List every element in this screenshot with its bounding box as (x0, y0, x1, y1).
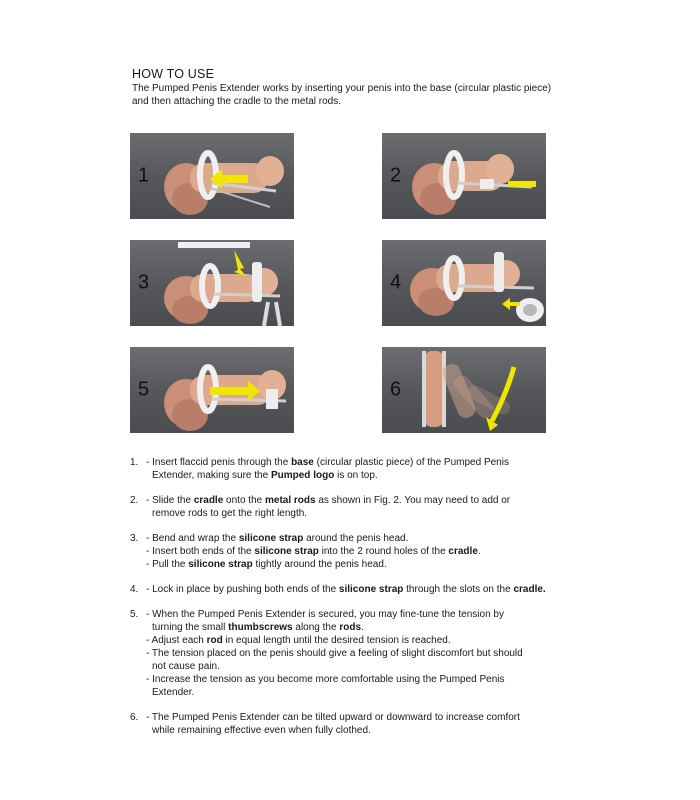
instruction-step-3: 3. - Bend and wrap the silicone strap around the penis head. - Insert both ends of the silicone strap into the 2 round holes of the cradle. - Pull the silicone strap tightly around the penis head. (130, 533, 481, 570)
figure-1-illustration (130, 133, 294, 219)
figure-4-number: 4 (390, 271, 402, 294)
section-heading: HOW TO USE (132, 67, 215, 81)
step-number: 6. (130, 712, 139, 723)
step-number: 3. (130, 533, 139, 544)
figure-6 (382, 347, 546, 433)
figure-3 (130, 240, 294, 326)
instruction-step-2: 2. - Slide the cradle onto the metal rods as shown in Fig. 2. You may need to add or remove rods to get the right length. (130, 495, 511, 519)
figure-2 (382, 133, 546, 219)
instruction-step-6: 6. - The Pumped Penis Extender can be tilted upward or downward to increase comfort while remaining effective even when fully clothed. (130, 712, 520, 736)
instruction-list (130, 456, 570, 737)
figure-3-number: 3 (138, 271, 150, 294)
figure-2-number: 2 (390, 164, 402, 187)
figure-1-number: 1 (138, 164, 150, 187)
figure-4-illustration (382, 240, 546, 326)
figure-6-number: 6 (390, 378, 402, 401)
figure-5 (130, 347, 294, 433)
figure-5-number: 5 (138, 378, 150, 401)
figure-2-illustration (382, 133, 546, 219)
figure-1 (130, 133, 294, 219)
step-number: 1. (130, 457, 139, 468)
intro-paragraph: The Pumped Penis Extender works by inserting your penis into the base (circular plastic piece) and then attaching the cradle to the metal rods. (132, 83, 552, 107)
step-number: 5. (130, 609, 139, 620)
figure-3-illustration (130, 240, 294, 326)
figure-4 (382, 240, 546, 326)
step-number: 4. (130, 584, 139, 595)
figure-6-illustration (382, 347, 546, 433)
step-number: 2. (130, 495, 139, 506)
instruction-step-1: 1. - Insert flaccid penis through the base (circular plastic piece) of the Pumped Penis Extender, making sure the Pumped logo is on top. (130, 457, 509, 481)
instruction-step-5: 5. - When the Pumped Penis Extender is secured, you may fine-tune the tension by turning the small thumbscrews along the rods. - Adjust each rod in equal length until the desired tension is reached. - The tension placed on the penis should give a feeling of slight discomfort but should not cause pain. - Increase the tension as you become more comfortable using the Pumped Penis Extender. (130, 609, 523, 698)
instruction-step-4: 4. - Lock in place by pushing both ends of the silicone strap through the slots on the cradle. (130, 584, 546, 595)
figure-5-illustration (130, 347, 294, 433)
